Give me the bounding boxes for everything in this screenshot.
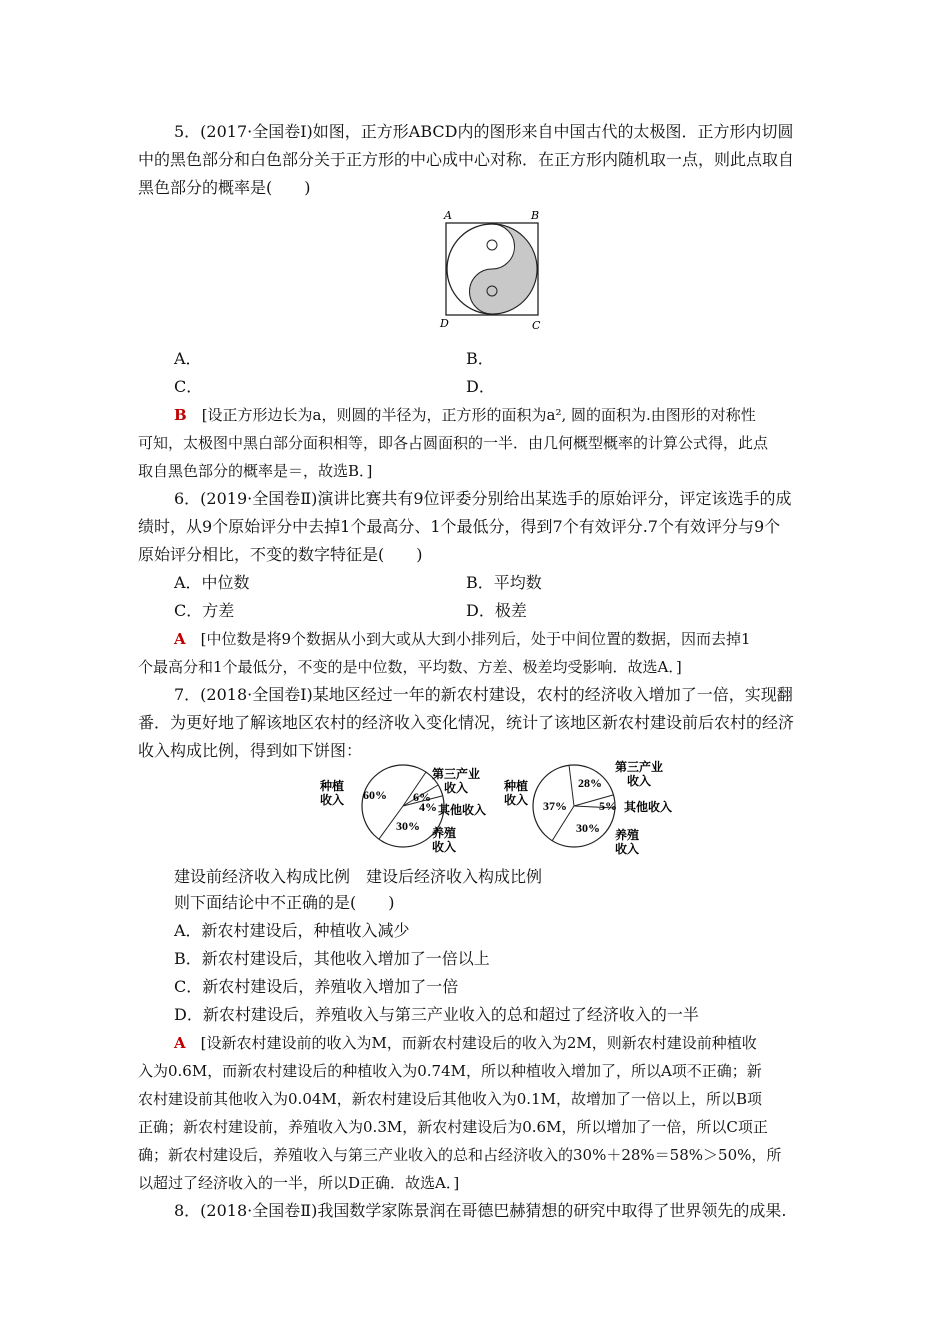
pie-before-yangzhi-1: 养殖 bbox=[432, 826, 457, 840]
pie-after-30pct: 30% bbox=[576, 821, 600, 835]
q7-option-d: D．新农村建设后，养殖收入与第三产业收入的总和超过了经济收入的一半 bbox=[174, 1005, 699, 1024]
q5-solution-line-1 bbox=[174, 405, 756, 425]
q7-stem-line-1: 7．(2018·全国卷Ⅰ)某地区经过一年的新农村建设，农村的经济收入增加了一倍，实现翻 bbox=[174, 685, 793, 704]
q7-option-b: B．新农村建设后，其他收入增加了一倍以上 bbox=[174, 949, 490, 968]
q7-solution-line-2: 入为0.6M，而新农村建设后的种植收入为0.74M，所以种植收入增加了，所以A项不正确；新 bbox=[138, 1062, 762, 1080]
pie-before bbox=[319, 765, 486, 854]
pie-after-disan-2: 收入 bbox=[627, 774, 652, 788]
pie-before-zhongzhi-1: 种植 bbox=[320, 779, 345, 793]
q5-solution-line-3: 取自黑色部分的概率是＝，故选B．] bbox=[138, 462, 373, 480]
q7-solution-line-4: 正确；新农村建设前，养殖收入为0.3M，新农村建设后为0.6M，所以增加了一倍，所以C项正 bbox=[138, 1118, 768, 1136]
q6-option-a: A．中位数 bbox=[174, 573, 250, 592]
pie-after-5pct: 5% bbox=[599, 799, 617, 813]
q6-option-c: C．方差 bbox=[174, 601, 235, 620]
pie-before-30pct: 30% bbox=[396, 819, 420, 833]
pie-before-disan-2: 收入 bbox=[444, 781, 469, 795]
q5-stem-line-3: 黑色部分的概率是( ) bbox=[138, 178, 311, 197]
q6-stem-line-2: 绩时，从9个原始评分中去掉1个最高分、1个最低分，得到7个有效评分.7个有效评分与9个 bbox=[138, 517, 781, 536]
pie-charts-figure bbox=[312, 760, 682, 860]
light-dot bbox=[487, 240, 497, 250]
q7-solution-line-1 bbox=[174, 1033, 757, 1053]
q6-solution-line-2: 个最高分和1个最低分，不变的是中位数，平均数、方差、极差均受影响．故选A．] bbox=[138, 658, 682, 676]
q7-solution-line-6: 以超过了经济收入的一半，所以D正确．故选A．] bbox=[138, 1174, 460, 1192]
q6-option-d: D．极差 bbox=[466, 601, 527, 620]
pie-after-qita: 其他收入 bbox=[624, 800, 673, 814]
q7-pie-captions: 建设前经济收入构成比例 建设后经济收入构成比例 bbox=[174, 867, 543, 886]
label-c: C bbox=[532, 319, 541, 332]
taiji-figure bbox=[432, 205, 550, 333]
q5-stem-line-1: 5．(2017·全国卷Ⅰ)如图，正方形ABCD内的图形来自中国古代的太极图．正方形内切圆 bbox=[174, 122, 794, 141]
q6-solution-line-1 bbox=[174, 629, 751, 649]
q7-prompt: 则下面结论中不正确的是( ) bbox=[174, 893, 395, 912]
pie-after-zhongzhi-1: 种植 bbox=[504, 779, 529, 793]
label-d: D bbox=[440, 317, 449, 330]
q7-option-a: A．新农村建设后，种植收入减少 bbox=[174, 921, 410, 940]
q6-solution-text-1: [中位数是将9个数据从小到大或从大到小排列后，处于中间位置的数据，因而去掉1 bbox=[200, 630, 751, 648]
q7-solution-line-5: 确；新农村建设后，养殖收入与第三产业收入的总和占经济收入的30%＋28%＝58%＞50%，所 bbox=[138, 1146, 782, 1164]
q5-solution-text-1: [设正方形边长为a，则圆的半径为，正方形的面积为a², 圆的面积为.由图形的对称性 bbox=[201, 406, 756, 424]
q8-stem-line-1: 8．(2018·全国卷Ⅱ)我国数学家陈景润在哥德巴赫猜想的研究中取得了世界领先的成果. bbox=[174, 1201, 787, 1220]
q6-stem-line-3: 原始评分相比，不变的数字特征是( ) bbox=[138, 545, 423, 564]
pie-after-disan-1: 第三产业 bbox=[615, 760, 664, 774]
q5-stem-line-2: 中的黑色部分和白色部分关于正方形的中心成中心对称．在正方形内随机取一点，则此点取自 bbox=[138, 150, 795, 169]
q5-option-d: D． bbox=[466, 377, 495, 396]
pie-after bbox=[503, 760, 672, 856]
pie-after-37pct: 37% bbox=[543, 799, 567, 813]
pie-after-yangzhi-1: 养殖 bbox=[615, 828, 640, 842]
q7-solution-text-1: [设新农村建设前的收入为M，而新农村建设后的收入为2M，则新农村建设前种植收 bbox=[200, 1034, 757, 1052]
q5-option-a: A． bbox=[174, 349, 202, 368]
q7-stem-line-3: 收入构成比例，得到如下饼图： bbox=[138, 741, 363, 760]
q6-stem-line-1: 6．(2019·全国卷Ⅱ)演讲比赛共有9位评委分别给出某选手的原始评分，评定该选手的成 bbox=[174, 489, 792, 508]
label-b: B bbox=[531, 209, 540, 222]
q5-option-b: B． bbox=[466, 349, 494, 368]
q6-answer: A bbox=[174, 630, 186, 648]
q6-option-b: B．平均数 bbox=[466, 573, 542, 592]
q7-option-c: C．新农村建设后，养殖收入增加了一倍 bbox=[174, 977, 459, 996]
q5-answer: B bbox=[174, 406, 187, 424]
dark-dot bbox=[487, 286, 497, 296]
pie-after-divider-1 bbox=[569, 765, 574, 806]
q5-solution-line-2: 可知，太极图中黑白部分面积相等，即各占圆面积的一半．由几何概型概率的计算公式得，此点 bbox=[138, 434, 769, 452]
pie-before-60pct: 60% bbox=[363, 788, 387, 802]
q7-answer: A bbox=[174, 1034, 186, 1052]
pie-before-qita: 其他收入 bbox=[438, 803, 487, 817]
pie-after-28pct: 28% bbox=[578, 776, 602, 790]
q7-stem-line-2: 番．为更好地了解该地区农村的经济收入变化情况，统计了该地区新农村建设前后农村的经济 bbox=[138, 713, 795, 732]
pie-after-yangzhi-2: 收入 bbox=[615, 842, 640, 856]
pie-after-zhongzhi-2: 收入 bbox=[504, 793, 529, 807]
label-a: A bbox=[444, 209, 452, 222]
q7-solution-line-3: 农村建设前其他收入为0.04M，新农村建设后其他收入为0.1M，故增加了一倍以上，所以B项 bbox=[138, 1090, 762, 1108]
pie-before-4pct: 4% bbox=[419, 800, 437, 814]
pie-before-zhongzhi-2: 收入 bbox=[320, 793, 345, 807]
pie-before-yangzhi-2: 收入 bbox=[432, 840, 457, 854]
pie-before-disan-1: 第三产业 bbox=[432, 767, 481, 781]
pie-before-6pct: 6% bbox=[413, 790, 431, 804]
q5-option-c: C． bbox=[174, 377, 203, 396]
